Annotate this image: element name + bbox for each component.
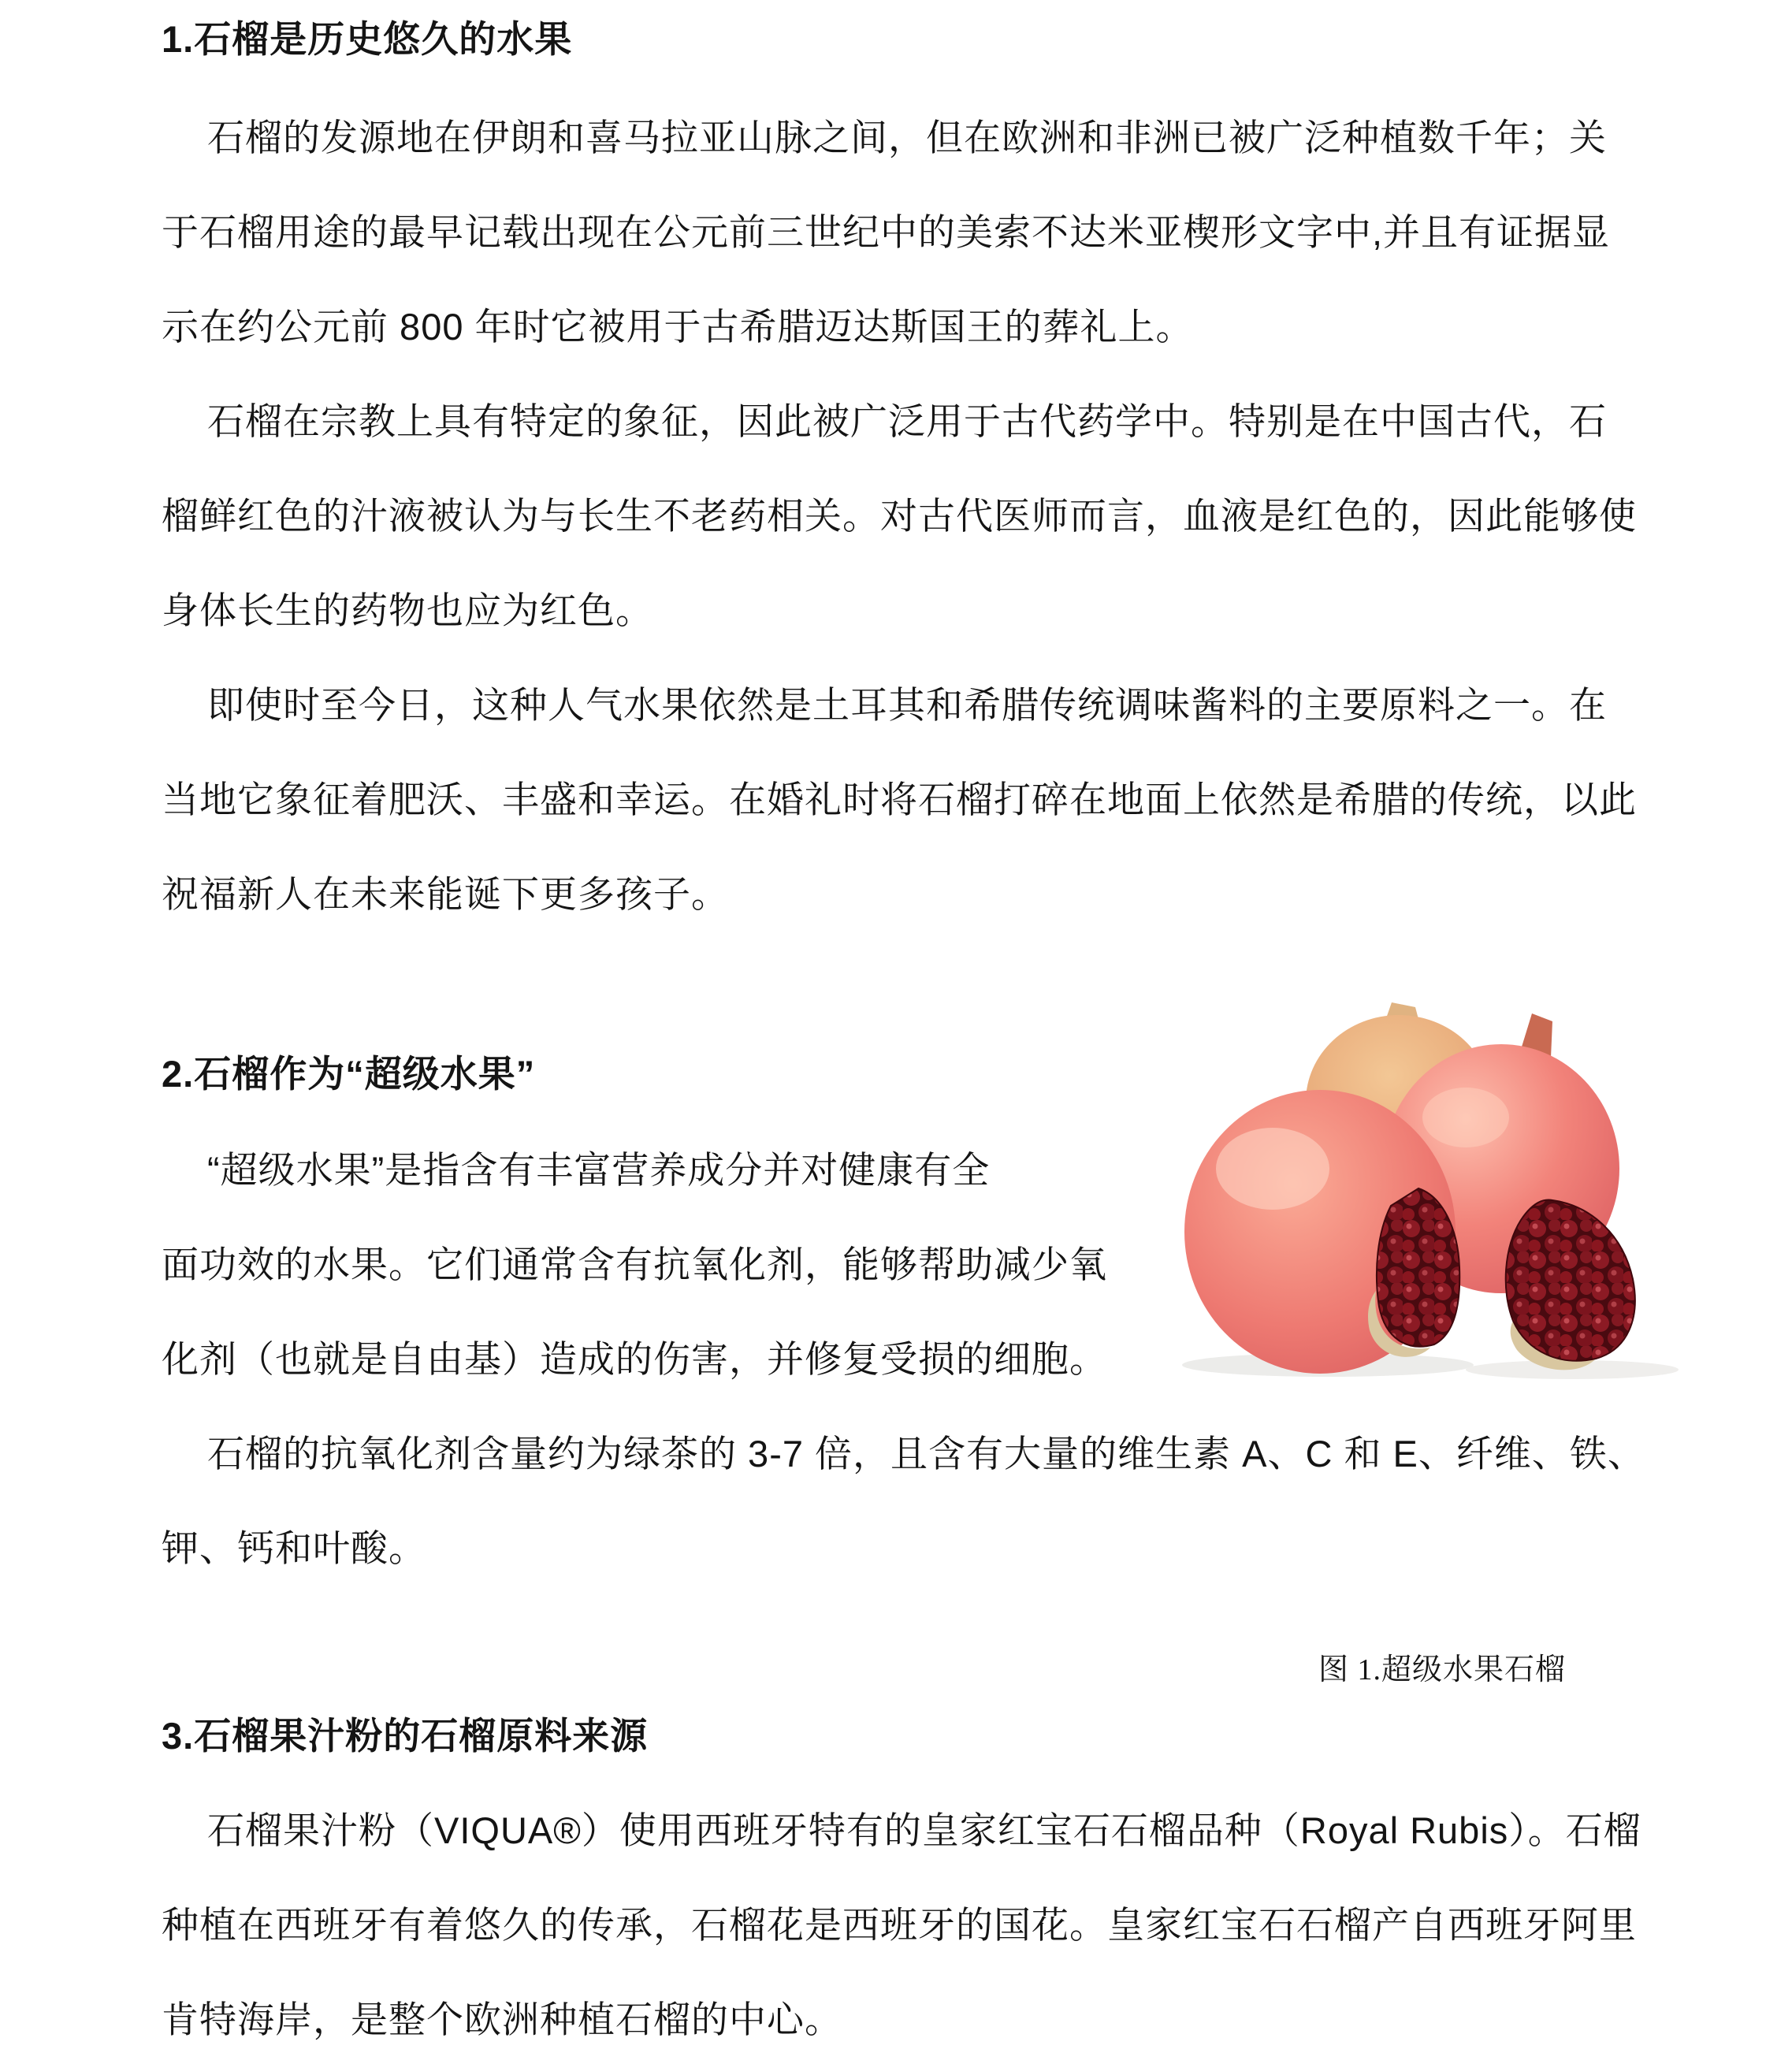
section-2-heading: 2.石榴作为“超级水果” [162,1053,536,1095]
body-line: 石榴的发源地在伊朗和喜马拉亚山脉之间，但在欧洲和非洲已被广泛种植数千年；关 [207,117,1607,158]
body-line: 于石榴用途的最早记载出现在公元前三世纪中的美索不达米亚楔形文字中,并且有证据显 [162,211,1611,253]
body-line: 示在约公元前 800 年时它被用于古希腊迈达斯国王的葬礼上。 [162,306,1194,348]
body-line: 当地它象征着肥沃、丰盛和幸运。在婚礼时将石榴打碎在地面上依然是希腊的传统，以此 [162,779,1637,820]
body-line: 肯特海岸，是整个欧洲种植石榴的中心。 [162,1999,842,2040]
section-3-heading: 3.石榴果汁粉的石榴原料来源 [162,1715,649,1757]
body-line: “超级水果”是指含有丰富营养成分并对健康有全 [207,1149,991,1191]
body-line: 身体长生的药物也应为红色。 [162,589,653,631]
body-line: 即使时至今日，这种人气水果依然是土耳其和希腊传统调味酱料的主要原料之一。在 [207,684,1607,726]
body-line: 祝福新人在未来能诞下更多孩子。 [162,873,729,915]
body-line: 种植在西班牙有着悠久的传承，石榴花是西班牙的国花。皇家红宝石石榴产自西班牙阿里 [162,1904,1637,1946]
body-line: 石榴果汁粉（VIQUA®）使用西班牙特有的皇家红宝石石榴品种（Royal Rubis）。石榴 [207,1809,1641,1851]
body-line: 化剂（也就是自由基）造成的伤害，并修复受损的细胞。 [162,1338,1107,1380]
section-1-heading: 1.石榴是历史悠久的水果 [162,18,573,60]
body-line: 石榴在宗教上具有特定的象征，因此被广泛用于古代药学中。特别是在中国古代，石 [207,400,1607,442]
body-line: 榴鲜红色的汁液被认为与长生不老药相关。对古代医师而言，血液是红色的，因此能够使 [162,495,1637,537]
body-line: 钾、钙和叶酸。 [162,1527,426,1569]
figure-image-pomegranates [1182,999,1694,1387]
body-line: 石榴的抗氧化剂含量约为绿茶的 3-7 倍，且含有大量的维生素 A、C 和 E、纤维、铁、 [207,1433,1645,1474]
body-line: 面功效的水果。它们通常含有抗氧化剂，能够帮助减少氧 [162,1244,1107,1285]
figure-caption: 图 1.超级水果石榴 [1318,1653,1567,1686]
